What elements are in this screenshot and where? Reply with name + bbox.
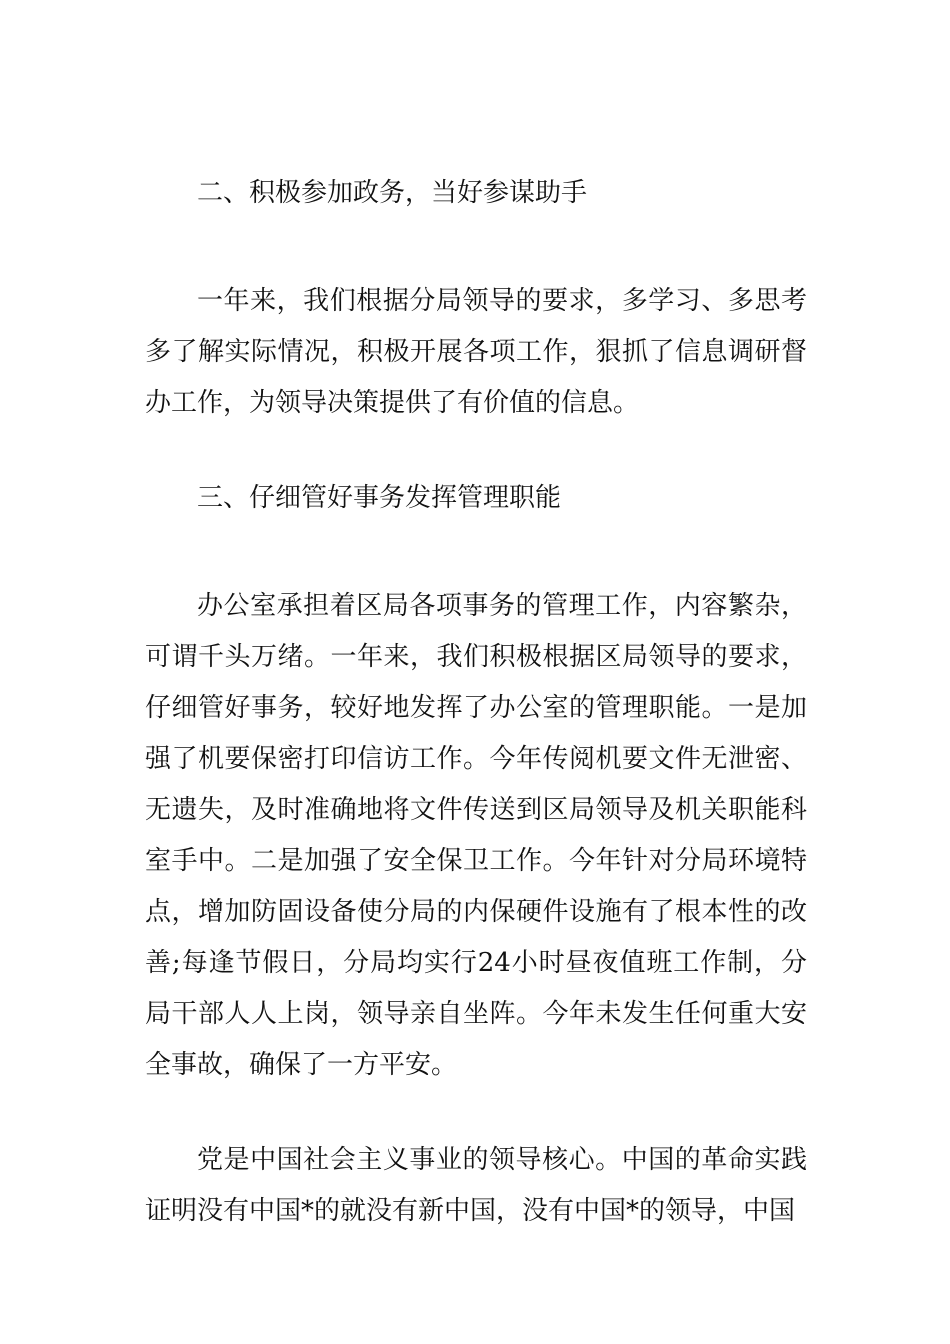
paragraph-1: 一年来，我们根据分局领导的要求，多学习、多思考多了解实际情况，积极开展各项工作，狠抓了信息调研督办工作，为领导决策提供了有价值的信息。 [145, 286, 807, 418]
spacer [145, 524, 807, 581]
spacer [145, 429, 807, 473]
document-body [145, 168, 807, 1237]
spacer [145, 219, 807, 276]
section-heading-2: 二、积极参加政务，当好参谋助手 [197, 178, 588, 208]
paragraph-2: 办公室承担着区局各项事务的管理工作，内容繁杂，可谓千头万绪。一年来，我们积极根据区局领导的要求，仔细管好事务，较好地发挥了办公室的管理职能。一是加强了机要保密打印信访工作。今年传阅机要文件无泄密、无遗失，及时准确地将文件传送到区局领导及机关职能科室手中。二是加强了安全保卫工作。今年针对分局环境特点，增加防固设备使分局的内保硬件设施有了根本性的改善;每逢节假日，分局均实行24小时昼夜值班工作制，分局干部人人上岗，领导亲自坐阵。今年未发生任何重大安全事故，确保了一方平安。 [145, 591, 807, 1080]
paragraph-3: 党是中国社会主义事业的领导核心。中国的革命实践证明没有中国*的就没有新中国，没有中国*的领导，中国 [145, 1145, 807, 1226]
section-heading-3: 三、仔细管好事务发挥管理职能 [197, 483, 562, 513]
spacer [145, 1091, 807, 1135]
